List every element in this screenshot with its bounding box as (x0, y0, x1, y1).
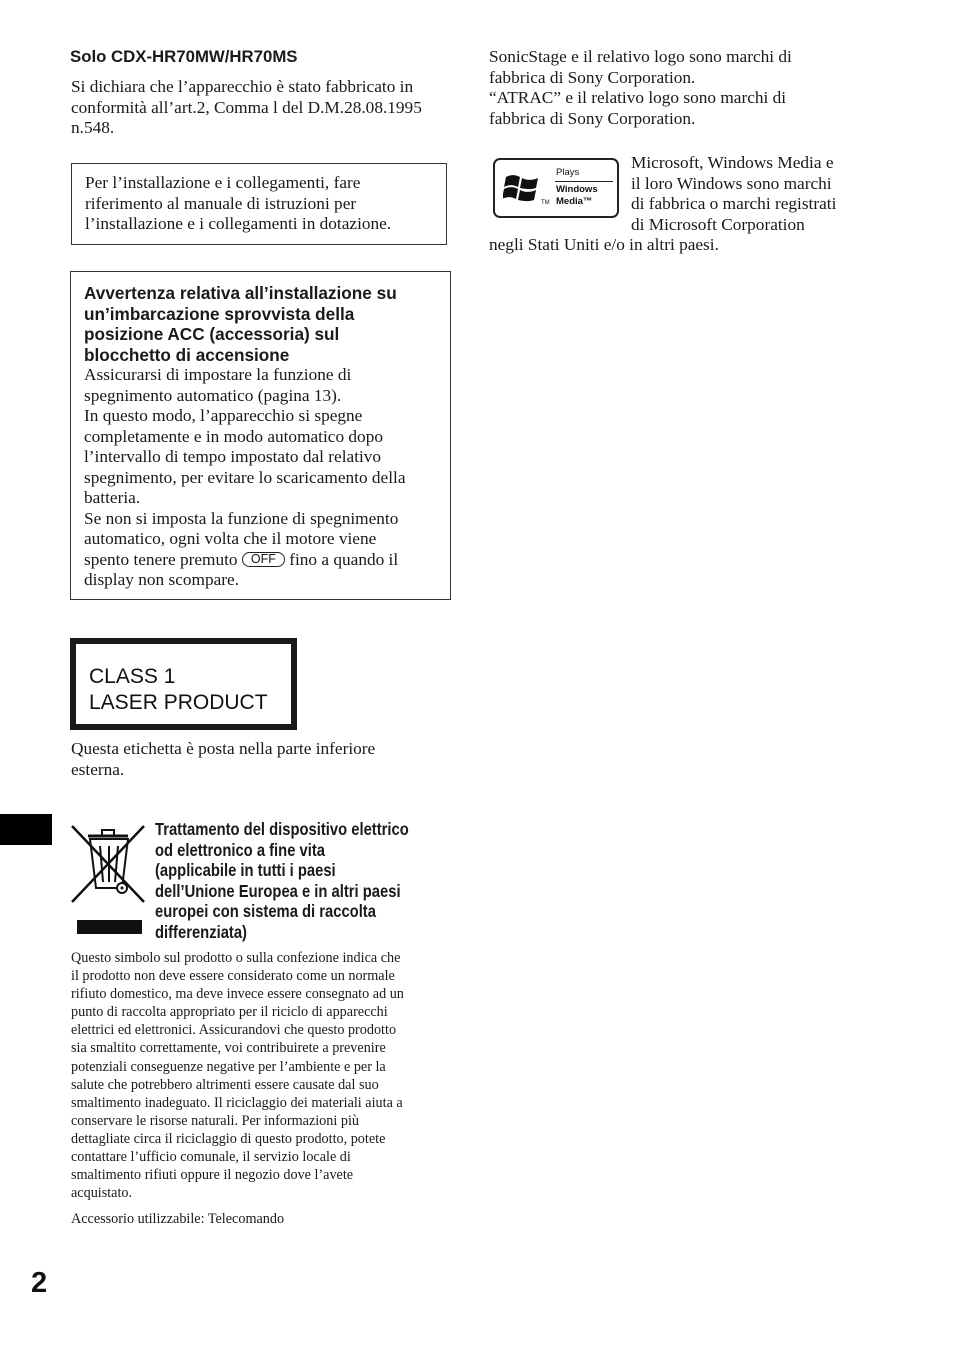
laser-product-line: LASER PRODUCT (89, 691, 268, 714)
weee-body (71, 949, 461, 1202)
declaration-line: n.548. (71, 118, 115, 137)
laser-class-line: CLASS 1 (89, 665, 176, 688)
weee-body-line: Questo simbolo sul prodotto o sulla confezione indica che (71, 950, 401, 966)
weee-heading-line: od elettronico a fine vita (155, 839, 325, 860)
microsoft-line: il loro Windows sono marchi (631, 173, 832, 193)
trademark-text (489, 47, 889, 129)
microsoft-line: di fabbrica o marchi registrati (631, 194, 837, 213)
install-note-line: riferimento al manuale di istruzioni per (85, 193, 357, 213)
acc-warning-line: batteria. (84, 488, 141, 507)
acc-warning-line: display non scompare. (84, 570, 240, 589)
acc-warning-heading-line: un’imbarcazione sprovvista della (84, 303, 355, 324)
windows-media-tm: TM (541, 200, 550, 206)
weee-heading-line: dell’Unione Europea e in altri paesi (155, 880, 401, 901)
weee-heading (155, 819, 445, 942)
weee-body-line: smaltimento rifiuti oppure il negozio dove l’avete (71, 1167, 354, 1184)
laser-class-text (89, 664, 268, 716)
weee-body-line: punto di raccolta appropriato per il riciclo di apparecchi (71, 1004, 388, 1021)
acc-warning-line: spegnimento, per evitare lo scaricamento della (84, 467, 406, 487)
install-note-box (71, 163, 447, 245)
weee-body-line: potenziali conseguenze negative per l’ambiente e per la (71, 1058, 386, 1075)
laser-label (70, 638, 297, 730)
weee-body-line: salute che potrebbero altrimenti essere causate dal suo (71, 1076, 379, 1093)
acc-warning-line-pre: spento tenere premuto (84, 549, 238, 569)
microsoft-text (631, 153, 871, 235)
install-note-text (85, 173, 445, 235)
trademark-line: fabbrica di Sony Corporation. (489, 108, 696, 128)
weee-heading-line: differenziata) (155, 921, 247, 942)
acc-warning-line: spegnimento automatico (pagina 13). (84, 385, 342, 405)
windows-media-divider (555, 181, 613, 182)
weee-body-line: smaltimento inadeguato. Il riciclaggio dei materiali aiuta a (71, 1094, 403, 1111)
declaration-text (71, 77, 461, 139)
page-edge-tab (0, 814, 52, 845)
label-note (71, 739, 461, 780)
microsoft-line: Microsoft, Windows Media e (631, 153, 834, 172)
acc-warning-heading-line: blocchetto di accensione (84, 344, 290, 365)
accessory-note: Accessorio utilizzabile: Telecomando (71, 1211, 285, 1227)
weee-heading-line: Trattamento del dispositivo elettrico (155, 819, 409, 839)
acc-warning-line: Se non si imposta la funzione di spegnimento (84, 508, 399, 528)
weee-body-line: contattare l’ufficio comunale, il servizio locale di (71, 1149, 351, 1166)
page-number: 2 (31, 1267, 48, 1299)
weee-body-line: il prodotto non deve essere considerato come un normale (71, 968, 395, 985)
acc-warning-line: automatico, ogni volta che il motore viene (84, 529, 377, 548)
windows-flag-icon (503, 169, 541, 207)
windows-media-media: Media™ (556, 196, 593, 207)
model-heading: Solo CDX-HR70MW/HR70MS (70, 47, 298, 66)
weee-body-line: sia smaltito correttamente, voi contribuirete a prevenire (71, 1040, 386, 1057)
windows-media-logo (493, 158, 619, 218)
microsoft-line: di Microsoft Corporation (631, 214, 805, 234)
acc-warning-line-post: fino a quando il (289, 549, 399, 569)
off-key-label: OFF (242, 552, 285, 567)
acc-warning-line: Assicurarsi di impostare la funzione di (84, 365, 352, 384)
trademark-line: SonicStage e il relativo logo sono marchi di (489, 47, 792, 66)
acc-warning-line: completamente e in modo automatico dopo (84, 426, 383, 446)
microsoft-last-line: negli Stati Uniti e/o in altri paesi. (489, 235, 719, 254)
acc-warning-heading-line: Avvertenza relativa all’installazione su (84, 283, 397, 303)
weee-body-line: acquistato. (71, 1185, 133, 1202)
acc-warning-key-line (84, 550, 449, 571)
trademark-line: “ATRAC” e il relativo logo sono marchi di (489, 88, 787, 107)
acc-warning-body (84, 365, 449, 591)
declaration-line: Si dichiara che l’apparecchio è stato fabbricato in (71, 77, 414, 96)
acc-warning-heading-line: posizione ACC (accessoria) sul (84, 324, 340, 345)
weee-body-line: elettrici ed elettronici. Assicurandovi che questo prodotto (71, 1022, 397, 1039)
acc-warning-heading (84, 283, 449, 365)
crossed-out-wheelie-bin-icon (70, 822, 146, 940)
laser-label-inner (76, 644, 291, 724)
acc-warning-line: l’intervallo di tempo impostato dal relativo (84, 447, 382, 466)
weee-heading-line: europei con sistema di raccolta (155, 901, 376, 921)
windows-media-plays: Plays (556, 167, 580, 178)
weee-body-line: conservare le risorse naturali. Per informazioni più (71, 1112, 359, 1129)
install-note-line: Per l’installazione e i collegamenti, fare (85, 173, 361, 192)
acc-warning-box (70, 271, 451, 600)
weee-body-line: rifiuto domestico, ma deve invece essere consegnato ad un (71, 986, 404, 1003)
label-note-line: Questa etichetta è posta nella parte inferiore (71, 739, 376, 758)
label-note-line: esterna. (71, 759, 125, 779)
declaration-line: conformità all’art.2, Comma l del D.M.28.08.1995 (71, 97, 422, 117)
windows-media-windows: Windows (556, 184, 598, 195)
trademark-line: fabbrica di Sony Corporation. (489, 67, 696, 87)
acc-warning-line: In questo modo, l’apparecchio si spegne (84, 406, 363, 425)
weee-body-line: dettagliate circa il riciclaggio di questo prodotto, potete (71, 1130, 386, 1147)
weee-heading-line: (applicabile in tutti i paesi (155, 860, 336, 880)
install-note-line: l’installazione e i collegamenti in dotazione. (85, 214, 392, 233)
